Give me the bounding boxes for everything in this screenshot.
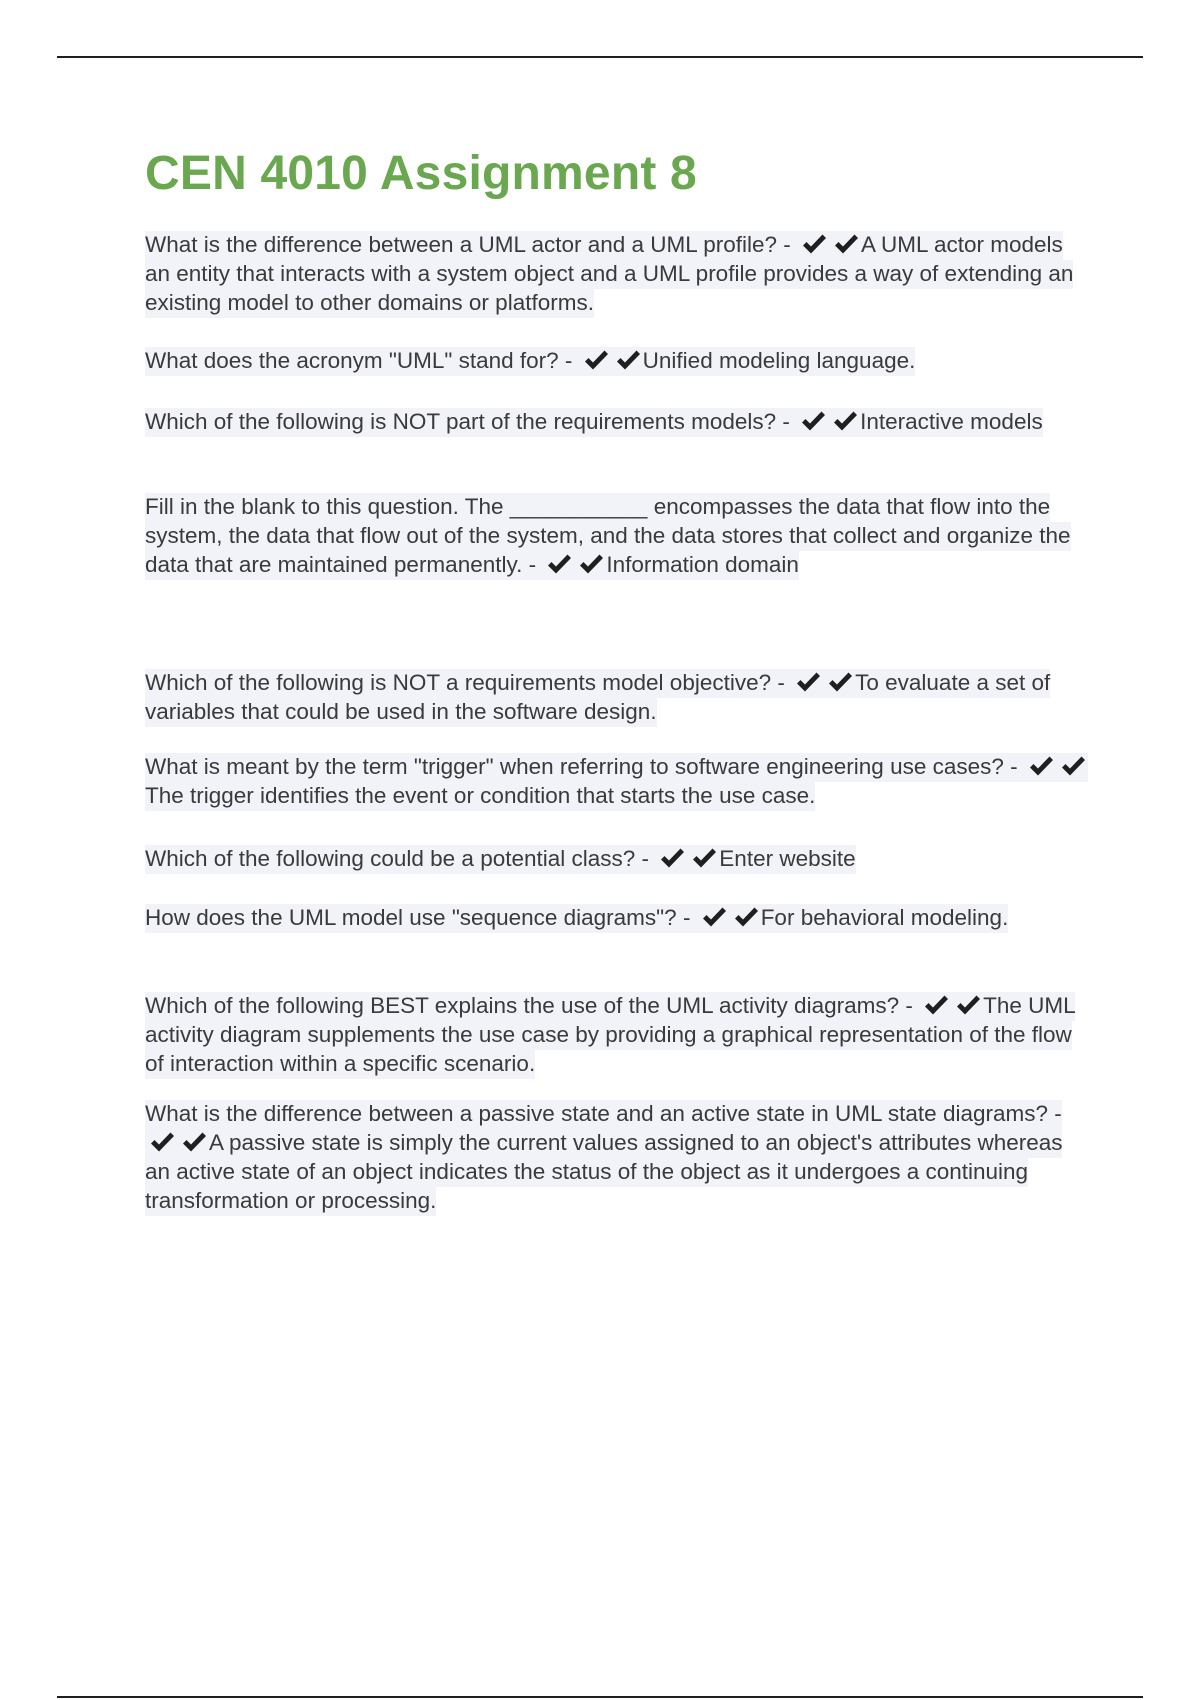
qa-item-8 (145, 903, 1090, 932)
question-text: What does the acronym "UML" stand for? (145, 348, 559, 373)
separator: - (776, 409, 797, 434)
separator: - (1003, 754, 1024, 779)
check-marks (795, 670, 853, 695)
check-mark-icon (615, 348, 641, 372)
check-mark-icon (578, 552, 604, 576)
check-marks (659, 846, 717, 871)
check-mark-icon (149, 1130, 175, 1154)
separator: - (558, 348, 579, 373)
check-marks (923, 993, 981, 1018)
check-mark-icon (701, 905, 727, 929)
document-title: CEN 4010 Assignment 8 (145, 147, 697, 200)
bottom-rule (57, 1696, 1143, 1698)
answer-text: To evaluate a set of variables that could be used in the software design. (145, 670, 1051, 724)
qa-item-10 (145, 1099, 1090, 1215)
answer-text: Information domain (606, 552, 799, 577)
qa-item-9 (145, 991, 1090, 1078)
answer-text: Enter website (719, 846, 856, 871)
check-mark-icon (1060, 754, 1086, 778)
check-mark-icon (955, 993, 981, 1017)
qa-item-7 (145, 844, 1090, 873)
top-rule (57, 56, 1143, 58)
check-mark-icon (801, 232, 827, 256)
question-text: Which of the following is NOT a requirements model objective? (145, 670, 772, 695)
qa-item-5 (145, 668, 1090, 726)
check-mark-icon (832, 409, 858, 433)
check-marks (1028, 754, 1086, 779)
qa-item-3 (145, 407, 1090, 436)
check-marks (801, 232, 859, 257)
separator: - (522, 552, 543, 577)
qa-item-4 (145, 492, 1090, 579)
separator: - (1048, 1101, 1062, 1126)
qa-item-2 (145, 346, 1090, 375)
check-mark-icon (833, 232, 859, 256)
qa-item-6 (145, 752, 1090, 810)
check-mark-icon (733, 905, 759, 929)
check-mark-icon (181, 1130, 207, 1154)
separator: - (676, 905, 697, 930)
answer-text: Unified modeling language. (642, 348, 916, 373)
separator: - (771, 670, 792, 695)
separator: - (777, 232, 797, 257)
check-mark-icon (583, 348, 609, 372)
check-mark-icon (800, 409, 826, 433)
question-text: What is the difference between a passive state and an active state in UML state diagrams? (145, 1101, 1048, 1126)
question-text: How does the UML model use "sequence diagrams"? (145, 905, 677, 930)
answer-text: For behavioral modeling. (760, 905, 1009, 930)
check-mark-icon (827, 670, 853, 694)
question-text: What is the difference between a UML actor and a UML profile? (145, 232, 777, 257)
answer-text: Interactive models (860, 409, 1043, 434)
question-text: Which of the following BEST explains the use of the UML activity diagrams? (145, 993, 900, 1018)
check-mark-icon (1028, 754, 1054, 778)
check-marks (800, 409, 858, 434)
answer-text: The UML activity diagram supplements the use case by providing a graphical representation of the flow of interaction within a specific scenario. (145, 993, 1075, 1076)
check-marks (149, 1130, 207, 1155)
question-text: What is meant by the term "trigger" when referring to software engineering use cases? (145, 754, 1004, 779)
question-text: Fill in the blank to this question. The ___________ encompasses the data that flow into the system, the data that flow out of the system, and the data stores that collect and organize the data that are maintained permanently. (145, 494, 1071, 577)
answer-text: A UML actor models an entity that interacts with a system object and a UML profile provides a way of extending an existing model to other domains or platforms. (145, 232, 1074, 315)
question-text: Which of the following could be a potential class? (145, 846, 636, 871)
check-mark-icon (659, 846, 685, 870)
separator: - (635, 846, 656, 871)
check-mark-icon (923, 993, 949, 1017)
check-marks (583, 348, 641, 373)
check-marks (701, 905, 759, 930)
answer-text: The trigger identifies the event or condition that starts the use case. (145, 783, 816, 808)
check-mark-icon (795, 670, 821, 694)
question-text: Which of the following is NOT part of the requirements models? (145, 409, 777, 434)
check-marks (546, 552, 604, 577)
qa-item-1 (145, 230, 1090, 317)
answer-text: A passive state is simply the current values assigned to an object's attributes whereas an active state of an object indicates the status of the object as it undergoes a continuing transformation or processing. (145, 1130, 1063, 1213)
check-mark-icon (546, 552, 572, 576)
separator: - (899, 993, 920, 1018)
check-mark-icon (691, 846, 717, 870)
